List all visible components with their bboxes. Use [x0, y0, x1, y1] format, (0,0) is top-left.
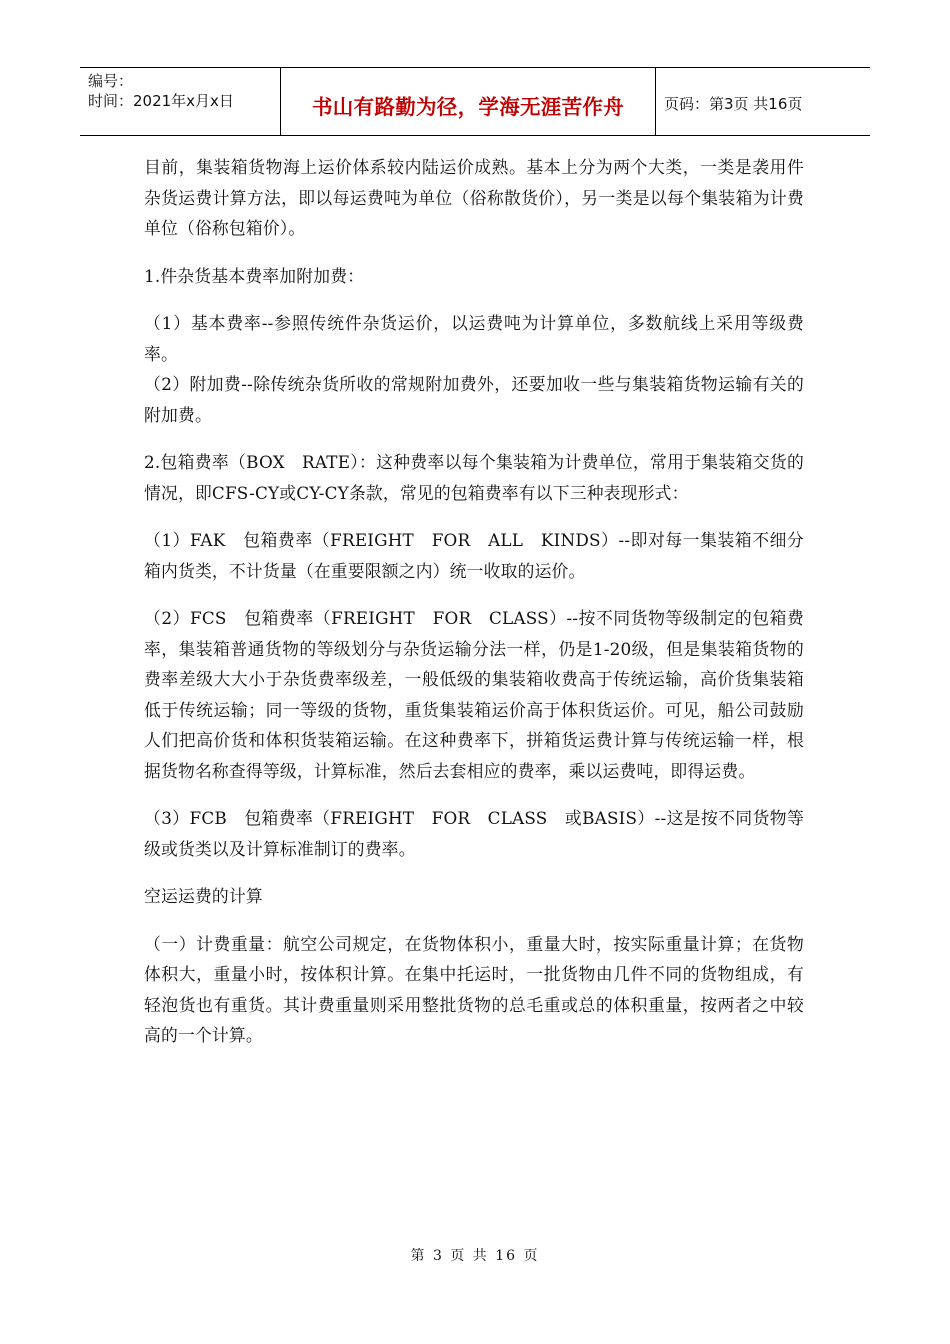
section1-item1: （1）基本费率--参照传统件杂货运价，以运费吨为计算单位，多数航线上采用等级费率。 — [144, 313, 804, 364]
section3-title: 空运运费的计算 — [144, 886, 263, 906]
header-page-cell — [656, 70, 870, 137]
section2-item2: （2）FCS 包箱费率（FREIGHT FOR CLASS）--按不同货物等级制定的包箱费率，集装箱普通货物的等级划分与杂货运输分法一样，仍是1-20级，但是集装箱货物的费率差级大大小于杂货费率级差，一般低级的集装箱收费高于传统运输，高价货集装箱低于传统运输；同一等级的货物，重货集装箱运价高于体积货运价。可见，船公司鼓励人们把高价货和体积货装箱运输。在这种费率下，拼箱货运费计算与传统运输一样，根据货物名称查得等级，计算标准，然后去套相应的费率，乘以运费吨，即得运费。 — [144, 608, 804, 781]
document-body — [144, 152, 804, 1051]
document-number-label: 编号： — [88, 72, 134, 90]
intro-paragraph: 目前，集装箱货物海上运价体系较内陆运价成熟。基本上分为两个大类，一类是袭用件杂货运费计算方法，即以每运费吨为单位（俗称散货价），另一类是以每个集装箱为计费单位（俗称包箱价）。 — [144, 157, 804, 238]
section2-item1: （1）FAK 包箱费率（FREIGHT FOR ALL KINDS）--即对每一集装箱不细分箱内货类，不计货量（在重要限额之内）统一收取的运价。 — [144, 530, 804, 581]
section2-item3: （3）FCB 包箱费率（FREIGHT FOR CLASS 或BASIS）--这是按不同货物等级或货类以及计算标准制订的费率。 — [144, 808, 804, 859]
header-motto-cell — [281, 68, 656, 135]
section1-item2: （2）附加费--除传统杂货所收的常规附加费外，还要加收一些与集装箱货物运输有关的附加费。 — [144, 374, 804, 425]
document-date-label: 时间：2021年x月x日 — [88, 92, 234, 110]
header-motto: 书山有路勤为径，学海无涯苦作舟 — [312, 94, 624, 119]
page-header — [80, 67, 870, 136]
header-info-cell — [80, 68, 281, 135]
section1-title: 1.件杂货基本费率加附加费： — [144, 265, 365, 286]
section3-item1: （一）计费重量：航空公司规定，在货物体积小，重量大时，按实际重量计算；在货物体积大，重量小时，按体积计算。在集中托运时，一批货物由几件不同的货物组成，有轻泡货也有重货。其计费重量则采用整批货物的总毛重或总的体积重量，按两者之中较高的一个计算。 — [144, 933, 804, 1045]
page-footer: 第 3 页 共 16 页 — [410, 1248, 540, 1264]
section2-title: 2.包箱费率（BOX RATE）：这种费率以每个集装箱为计费单位，常用于集装箱交货的情况，即CFS-CY或CY-CY条款，常见的包箱费率有以下三种表现形式： — [144, 452, 804, 503]
header-page-label: 页码：第3页 共16页 — [664, 95, 803, 113]
